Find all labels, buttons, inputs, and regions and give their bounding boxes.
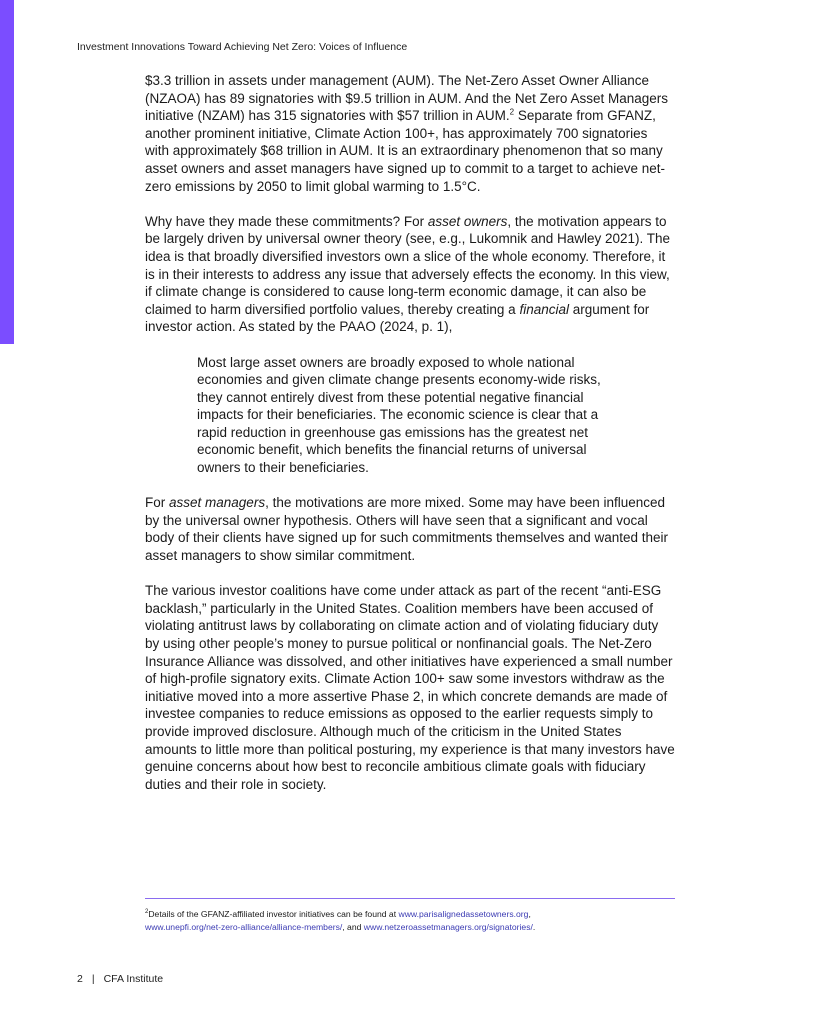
paragraph-1 [145,72,675,195]
footnote-divider [145,898,675,899]
footnote-mark: 2 [145,909,149,916]
body-text [145,72,675,811]
block-quote: Most large asset owners are broadly exposed to whole national economies and given climate change presents economy-wide risks, they cannot entirely divest from these potential negative financial impacts for their beneficiaries. The economic science is clear that a rapid reduction in greenhouse gas emissions has the greatest net economic benefit, which benefits the financial returns of universal owners to their beneficiaries. [197,354,601,476]
footnote-text: Details of the GFANZ-affiliated investor initiatives can be found at [148,909,399,919]
footnote-link-paris-aligned[interactable]: www.parisalignedassetowners.org [398,909,529,919]
paragraph-2 [145,213,675,336]
accent-bar [0,0,14,344]
page-number: 2 [77,973,83,985]
paragraph-3-text-a: For [145,495,170,511]
paragraph-1-text-b: Separate from GFANZ, another prominent initiative, Climate Action 100+, has approximately 700 signatories with approximately $68 trillion in AUM. It is an extraordinary phenomenon that so many asset owners and asset managers have signed up to commit to a target to achieve net-zero emissions by 2050 to limit global warming to 1.5°C. [145,108,666,194]
paragraph-4: The various investor coalitions have come under attack as part of the recent “anti-ESG backlash,” particularly in the United States. Coalition members have been accused of violating antitrust laws by collaborating on climate action and of violating fiduciary duty by using other people’s money to pursue political or nonfinancial goals. The Net-Zero Insurance Alliance was dissolved, and other initiatives have experienced a small number of high-profile signatory exits. Climate Action 100+ saw some investors withdraw as the initiative moved into a more assertive Phase 2, in which concrete demands are made of investee companies to reduce emissions as opposed to the earlier requests simply to provide improved disclosure. Although much of the criticism in the United States amounts to little more than political posturing, my experience is that many investors have genuine concerns about how best to reconcile ambitious climate goals with fiduciary duties and their role in society. [145,583,675,792]
paragraph-2-text-b: , the motivation appears to be largely driven by universal owner theory (see, e.g., Lukomnik and Hawley 2021). The idea is that broadly diversified investors own a slice of the whole economy. Therefore, it is in their interests to address any issue that adversely effects the economy. In this view, if climate change is considered to cause long-term economic damage, it can also be claimed to harm diversified portfolio values, thereby creating a [145,213,671,317]
footnote-link-unepfi[interactable]: www.unepfi.org/net-zero-alliance/alliance-members/ [145,922,343,932]
page-footer [77,973,163,985]
paragraph-2-text-c: argument for investor action. As stated by the PAAO (2024, p. 1), [145,301,650,335]
paragraph-3 [145,494,675,564]
paragraph-3-emphasis: asset managers [169,495,266,511]
footnote-link-nzam[interactable]: www.netzeroassetmanagers.org/signatories/ [363,922,533,932]
footnote [145,908,675,934]
footer-separator: | [91,973,95,985]
paragraph-2-text-a: Why have they made these commitments? For [145,213,428,229]
footnote-reference[interactable]: 2 [509,107,515,117]
paragraph-2-emphasis-1: asset owners [427,213,508,229]
footnote-end: . [532,922,536,932]
paragraph-1-text-a: $3.3 trillion in assets under management (AUM). The Net-Zero Asset Owner Alliance (NZAOA) has 89 signatories with $9.5 trillion in AUM. And the Net Zero Asset Managers initiative (NZAM) has 315 signatories with $57 trillion in AUM. [145,73,668,124]
publisher-name: CFA Institute [103,973,164,985]
running-header: Investment Innovations Toward Achieving Net Zero: Voices of Influence [77,41,408,53]
footnote-separator-1: , [528,909,531,919]
paragraph-3-text-b: , the motivations are more mixed. Some may have been influenced by the universal owner hypothesis. Others will have seen that a significant and vocal body of their clients have signed up for such commitments themselves and wanted their asset managers to show similar commitment. [145,495,669,564]
footnote-separator-2: , and [342,922,364,932]
paragraph-2-emphasis-2: financial [519,301,569,317]
